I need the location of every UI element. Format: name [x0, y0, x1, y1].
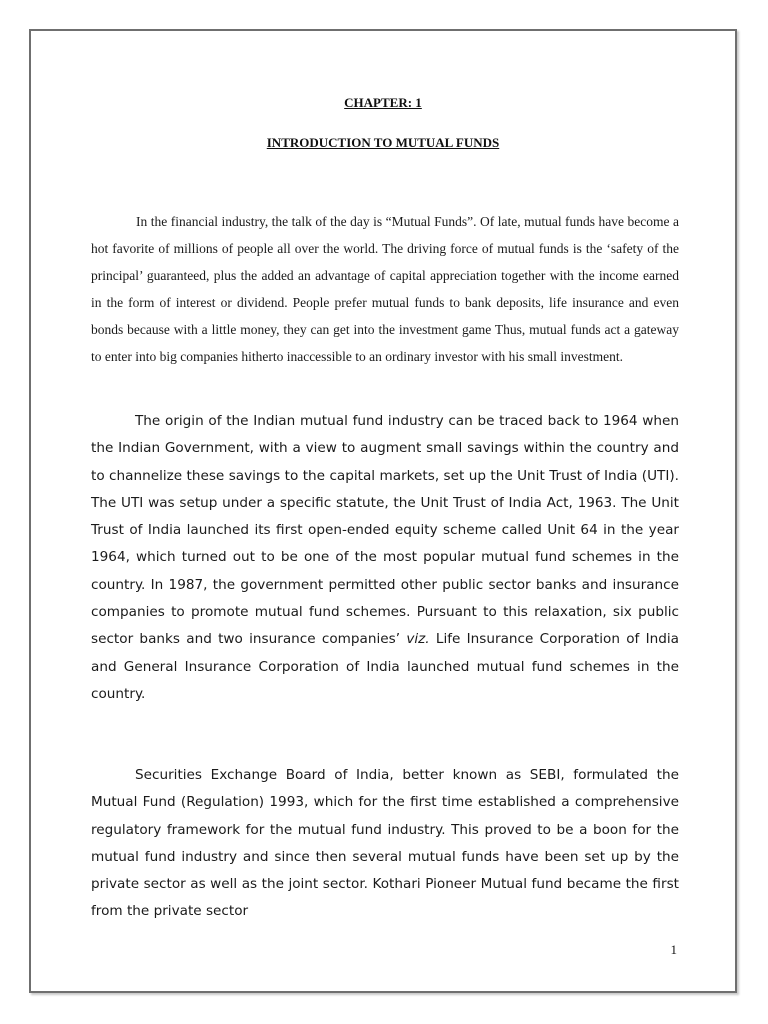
sebi-paragraph: Securities Exchange Board of India, better known as SEBI, formulated the Mutual Fund (Regulation) 1993, which for the first time established a comprehensive regulatory framework for the mutual fund industry. This proved to be a boon for the mutual fund industry and since then several mutual funds have been set up by the private sector as well as the joint sector. Kothari Pioneer Mutual fund became the first from the private sector	[91, 767, 679, 920]
origin-paragraph-text: The origin of the Indian mutual fund industry can be traced back to 1964 when the Indian Government, with a view to augment small savings within the country and to channelize these savings to the capital markets, set up the Unit Trust of India (UTI). The UTI was setup under a specific statute, the Unit Trust of India Act, 1963. The Unit Trust of India launched its first open-ended equity scheme called Unit 64 in the year 1964, which turned out to be one of the most popular mutual fund schemes in the country. In 1987, the government permitted other public sector banks and insurance companies to promote mutual fund schemes. Pursuant to this relaxation, six public sector banks and two insurance companies’	[91, 413, 679, 648]
chapter-title: INTRODUCTION TO MUTUAL FUNDS	[266, 135, 500, 150]
chapter-heading: CHAPTER: 1	[344, 95, 422, 110]
origin-paragraph-italic: viz.	[406, 631, 430, 648]
document-page	[29, 29, 737, 993]
intro-paragraph: In the financial industry, the talk of the day is “Mutual Funds”. Of late, mutual funds have become a hot favorite of millions of people all over the world. The driving force of mutual funds is the ‘safety of the principal’ guaranteed, plus the added an advantage of capital appreciation together with the income earned in the form of interest or dividend. People prefer mutual funds to bank deposits, life insurance and even bonds because with a little money, they can get into the investment game Thus, mutual funds act a gateway to enter into big companies hitherto inaccessible to an ordinary investor with his small investment.	[91, 214, 679, 364]
origin-paragraph	[91, 408, 679, 708]
page-number: 1	[670, 942, 677, 957]
origin-paragraph-text-end: Life Insurance Corporation of India and General Insurance Corporation of India launched mutual fund schemes in the country.	[91, 631, 679, 702]
